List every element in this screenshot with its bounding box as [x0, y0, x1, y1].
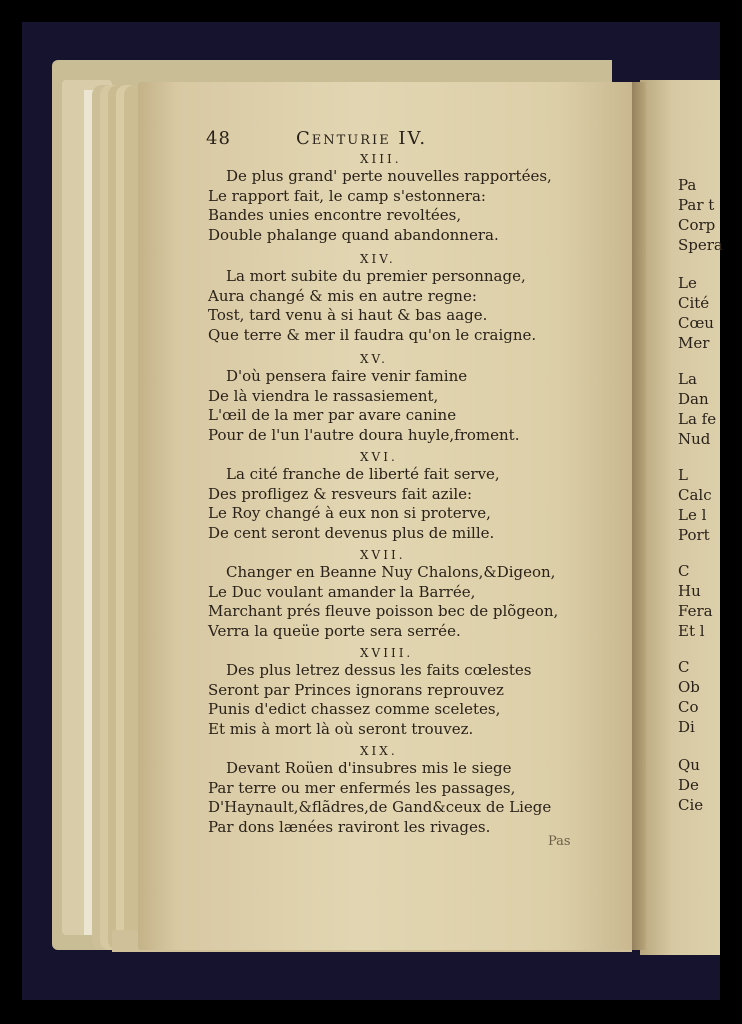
facing-line-fragment: Mer [678, 334, 710, 352]
verse-line: Par dons lænées raviront les rivages. [208, 817, 491, 836]
facing-line-fragment: Nud [678, 430, 711, 448]
page-number: 48 [206, 128, 231, 149]
verse-line: Des plus letrez dessus les faits cœlestes [226, 661, 532, 679]
verse-line: Seront par Princes ignorans reprouvez [208, 680, 504, 699]
facing-line-fragment: Qu [678, 756, 700, 774]
verse-line: Des profligez & resveurs fait azile: [208, 484, 473, 503]
facing-line-fragment: Par t [678, 196, 715, 214]
facing-line-fragment: Ob [678, 678, 700, 696]
verse-line: Par terre ou mer enfermés les passages, [208, 778, 516, 797]
verse-line: La mort subite du premier personnage, [226, 267, 526, 285]
facing-line-fragment: C [678, 658, 690, 676]
verse-line: La cité franche de liberté fait serve, [226, 465, 500, 483]
catchword: Pas [548, 834, 571, 849]
verse-line: De plus grand' perte nouvelles rapportées, [226, 167, 552, 185]
facing-line-fragment: Corp [678, 216, 716, 234]
running-title: Centurie IV. [296, 128, 428, 149]
facing-line-fragment: Le [678, 274, 697, 292]
facing-line-fragment: Hu [678, 582, 701, 600]
verse-line: Verra la queüe porte sera serrée. [208, 621, 461, 640]
facing-line-fragment: Calc [678, 486, 712, 504]
stanza-number: XIV. [360, 252, 396, 266]
facing-line-fragment: Co [678, 698, 699, 716]
facing-line-fragment: Cité [678, 294, 710, 312]
stanza-number: XIII. [360, 152, 402, 166]
facing-line-fragment: Dan [678, 390, 709, 408]
facing-line-fragment: C [678, 562, 690, 580]
verse-line: Le Roy changé à eux non si proterve, [208, 504, 491, 522]
verse-line: De là viendra le rassasiement, [208, 386, 439, 405]
verse-line: Le rapport fait, le camp s'estonnera: [208, 186, 486, 205]
facing-line-fragment: Le l [678, 506, 707, 524]
verse-line: D'Haynault,&flãdres,de Gand&ceux de Liege [208, 798, 552, 816]
verse-line: L'œil de la mer par avare canine [208, 406, 457, 424]
verse-line: Et mis à mort là où seront trouvez. [208, 719, 474, 738]
facing-line-fragment: Di [678, 718, 695, 736]
verse-line: Aura changé & mis en autre regne: [208, 286, 477, 305]
verse-line: D'où pensera faire venir famine [226, 367, 468, 385]
stanza-number: XIX. [360, 744, 398, 758]
verse-line: Double phalange quand abandonnera. [208, 225, 499, 244]
stanza-number: XV. [360, 352, 388, 366]
stanza-number: XVI. [360, 450, 398, 464]
facing-line-fragment: Pa [678, 176, 697, 194]
facing-line-fragment: Port [678, 526, 710, 544]
facing-line-fragment: Cœu [678, 314, 714, 332]
stanza-number: XVII. [360, 548, 406, 562]
verse-line: Devant Roüen d'insubres mis le siege [226, 759, 512, 777]
verse-line: Tost, tard venu à si haut & bas aage. [208, 306, 488, 324]
verse-line: De cent seront devenus plus de mille. [208, 523, 495, 542]
verse-line: Le Duc voulant amander la Barrée, [208, 582, 476, 601]
facing-line-fragment: Et l [678, 622, 705, 640]
verse-line: Changer en Beanne Nuy Chalons,&Digeon, [226, 563, 556, 581]
verse-line: Que terre & mer il faudra qu'on le craigne. [208, 325, 537, 344]
facing-line-fragment: La [678, 370, 697, 388]
facing-line-fragment: La fe [678, 410, 717, 428]
verse-line: Bandes unies encontre revoltées, [208, 206, 462, 224]
facing-line-fragment: L [678, 466, 688, 484]
facing-line-fragment: Spera [678, 236, 723, 254]
facing-line-fragment: De [678, 776, 699, 794]
verse-line: Punis d'edict chassez comme sceletes, [208, 700, 501, 718]
facing-line-fragment: Fera [678, 602, 713, 620]
facing-line-fragment: Cie [678, 796, 704, 814]
verse-line: Pour de l'un l'autre doura huyle,froment. [208, 425, 520, 444]
stanza-number: XVIII. [360, 646, 414, 660]
verse-line: Marchant prés fleuve poisson bec de plõgeon, [208, 602, 559, 620]
